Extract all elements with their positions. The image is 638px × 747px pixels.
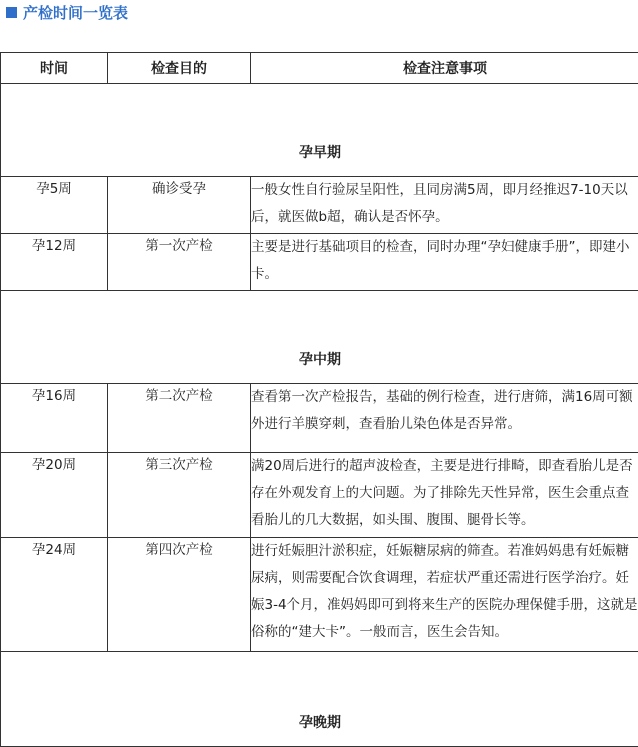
row-purpose: 第四次产检 [108, 538, 251, 652]
square-bullet-icon [6, 7, 17, 18]
row-notes: 进行妊娠胆汁淤积症，妊娠糖尿病的筛查。若准妈妈患有妊娠糖尿病，则需要配合饮食调理，若症状严重还需进行医学治疗。妊娠3-4个月，准妈妈即可到将来生产的医院办理保健手册，这就是俗称的“建大卡”。一般而言，医生会告知。 [251, 538, 638, 652]
table-row [1, 384, 638, 453]
header-purpose: 检查目的 [108, 53, 251, 84]
row-time: 孕16周 [1, 384, 108, 453]
row-purpose: 第三次产检 [108, 453, 251, 538]
table-row [1, 234, 638, 291]
page-title: 产检时间一览表 [23, 2, 128, 23]
row-time: 孕5周 [1, 177, 108, 234]
row-time: 孕24周 [1, 538, 108, 652]
table-header-row [1, 53, 638, 84]
row-notes: 一般女性自行验尿呈阳性，且同房满5周，即月经推迟7-10天以后，就医做b超，确认是否怀孕。 [251, 177, 638, 234]
section-label-late: 孕晚期 [1, 652, 638, 747]
header-notes: 检查注意事项 [251, 53, 638, 84]
row-purpose: 确诊受孕 [108, 177, 251, 234]
prenatal-exam-table [0, 52, 638, 747]
row-purpose: 第一次产检 [108, 234, 251, 291]
row-notes: 查看第一次产检报告，基础的例行检查，进行唐筛，满16周可额外进行羊膜穿刺，查看胎儿染色体是否异常。 [251, 384, 638, 453]
row-notes: 主要是进行基础项目的检查，同时办理“孕妇健康手册”，即建小卡。 [251, 234, 638, 291]
header-time: 时间 [1, 53, 108, 84]
page-heading [6, 0, 128, 24]
section-row-middle [1, 291, 638, 384]
row-time: 孕12周 [1, 234, 108, 291]
section-label-middle: 孕中期 [1, 291, 638, 384]
row-purpose: 第二次产检 [108, 384, 251, 453]
table-row [1, 538, 638, 652]
table-row [1, 453, 638, 538]
section-row-late [1, 652, 638, 747]
row-notes: 满20周后进行的超声波检查，主要是进行排畸，即查看胎儿是否存在外观发育上的大问题。为了排除先天性异常，医生会重点查看胎儿的几大数据，如头围、腹围、腿骨长等。 [251, 453, 638, 538]
table-row [1, 177, 638, 234]
section-label-early: 孕早期 [1, 84, 638, 177]
section-row-early [1, 84, 638, 177]
row-time: 孕20周 [1, 453, 108, 538]
